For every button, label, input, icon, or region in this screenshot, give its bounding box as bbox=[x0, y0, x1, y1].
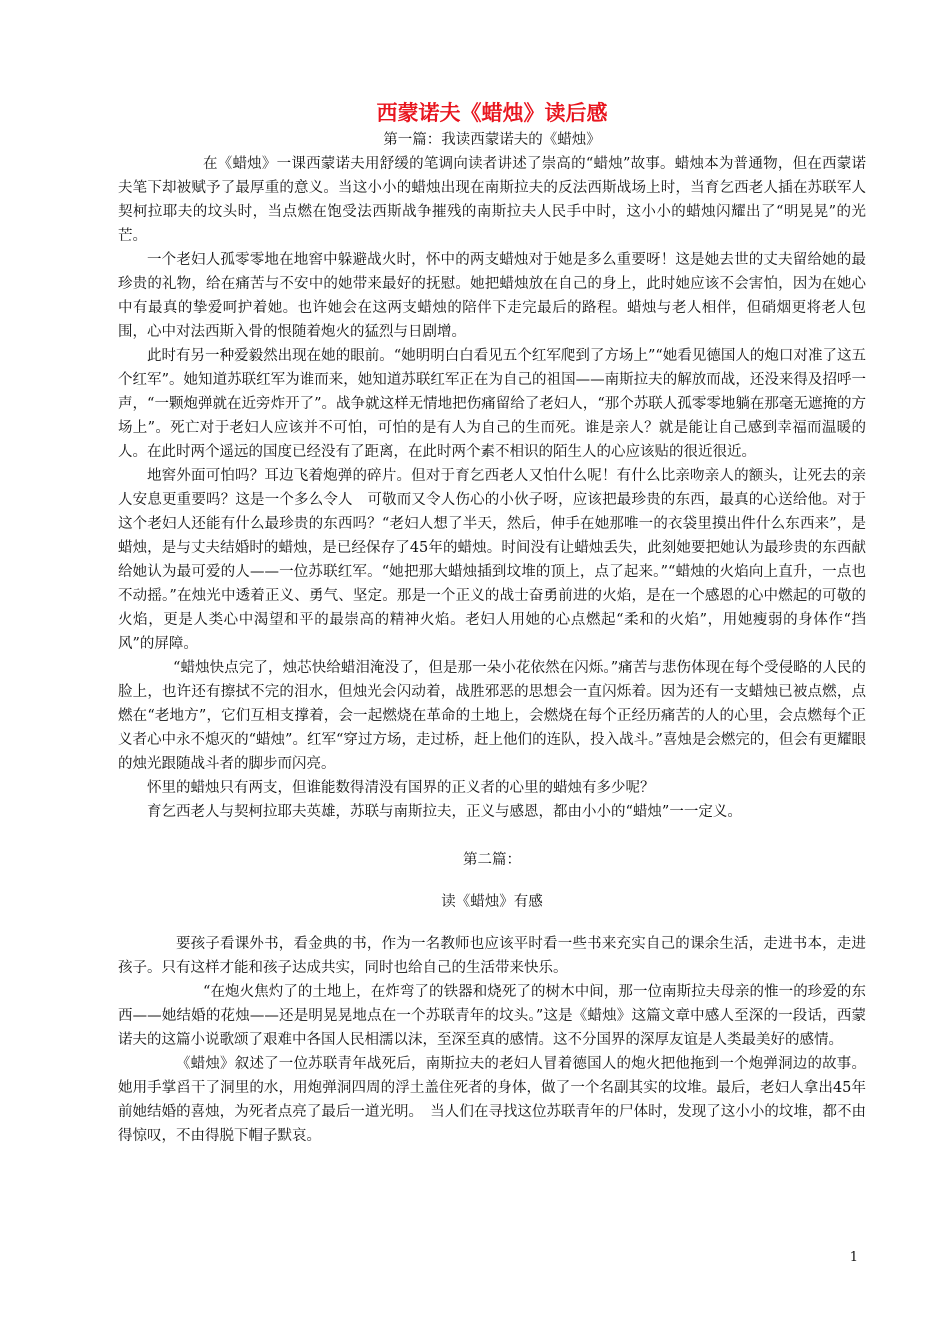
section1-paragraph: 一个老妇人孤零零地在地窖中躲避战火时，怀中的两支蜡烛对于她是多么重要呀！这是她去世的丈夫留给她的最珍贵的礼物，给在痛苦与不安中的她带来最好的抚慰。她把蜡烛放在自己的身上，此时她应该不会害怕，因为在她心中有最真的挚爱呵护着她。也许她会在这两支蜡烛的陪伴下走完最后的路程。蜡烛与老人相伴，但硝烟更将老人包围，心中对法西斯入骨的恨随着炮火的猛烈与日剧增。 bbox=[118, 252, 866, 340]
section2-paragraph: “在炮火焦灼了的土地上，在炸弯了的铁器和烧死了的树木中间，那一位南斯拉夫母亲的惟一的珍爱的东西——她结婚的花烛——还是明晃晃地点在一个苏联青年的坟头。”这是《蜡烛》这篇文章中感人至深的一段话，西蒙诺夫的这篇小说歌颂了艰难中各国人民相濡以沫，至深至真的感情。这不分国界的深厚友谊是人类最美好的感情。 bbox=[118, 984, 866, 1048]
section2-heading: 第二篇： bbox=[463, 852, 521, 868]
section1-paragraph: 此时有另一种爱毅然出现在她的眼前。“她明明白白看见五个红军爬到了方场上”“她看见德国人的炮口对准了这五个红军”。她知道苏联红军为谁而来，她知道苏联红军正在为自己的祖国——南斯拉夫的解放而战，还没来得及招呼一声，“一颗炮弹就在近旁炸开了”。战争就这样无情地把伤痛留给了老妇人，“那个苏联人孤零零地躺在那毫无遮掩的方场上”。死亡对于老妇人应该并不可怕，可怕的是有人为自己的生而死。谁是亲人？就是能让自己感到幸福而温暖的人。在此时两个遥远的国度已经没有了距离，在此时两个素不相识的陌生人的心应该贴的很近很近。 bbox=[118, 348, 866, 460]
document-content bbox=[118, 98, 866, 1148]
section1-heading: 第一篇：我读西蒙诺夫的《蜡烛》 bbox=[383, 132, 601, 148]
document-title: 西蒙诺夫《蜡烛》读后感 bbox=[376, 101, 608, 125]
page-number: 1 bbox=[849, 1250, 858, 1265]
section1-paragraph: 怀里的蜡烛只有两支，但谁能数得清没有国界的正义者的心里的蜡烛有多少呢？ bbox=[147, 780, 655, 796]
section2-paragraph: 《蜡烛》叙述了一位苏联青年战死后，南斯拉夫的老妇人冒着德国人的炮火把他拖到一个炮弹洞边的故事。她用手掌舀干了洞里的水，用炮弹洞四周的浮土盖住死者的身体，做了一个名副其实的坟堆。最后，老妇人拿出45年前她结婚的喜烛，为死者点亮了最后一道光明。 当人们在寻找这位苏联青年的尸体时，发现了这小小的坟堆，都不由得惊叹，不由得脱下帽子默哀。 bbox=[118, 1056, 866, 1144]
section2-subheading: 读《蜡烛》有感 bbox=[441, 894, 543, 910]
section2-paragraph: 要孩子看课外书，看金典的书，作为一名教师也应该平时看一些书来充实自己的课余生活，走进书本，走进孩子。只有这样才能和孩子达成共实，同时也给自己的生活带来快乐。 bbox=[118, 936, 866, 976]
section1-paragraph: 在《蜡烛》一课西蒙诺夫用舒缓的笔调向读者讲述了崇高的“蜡烛”故事。蜡烛本为普通物，但在西蒙诺夫笔下却被赋予了最厚重的意义。当这小小的蜡烛出现在南斯拉夫的反法西斯战场上时，当育乞西老人插在苏联军人契柯拉耶夫的坟头时，当点燃在饱受法西斯战争摧残的南斯拉夫人民手中时，这小小的蜡烛闪耀出了“明晃晃”的光芒。 bbox=[118, 156, 866, 244]
section1-paragraph: “蜡烛快点完了，烛芯快给蜡泪淹没了，但是那一朵小花依然在闪烁。”痛苦与悲伤体现在每个受侵略的人民的脸上，也许还有擦拭不完的泪水，但烛光会闪动着，战胜邪恶的思想会一直闪烁着。因为还有一支蜡烛已被点燃，点燃在“老地方”，它们互相支撑着，会一起燃烧在革命的土地上，会燃烧在每个正经历痛苦的人的心里，会点燃每个正义者心中永不熄灭的“蜡烛”。红军“穿过方场，走过桥，赶上他们的连队，投入战斗。”喜烛是会燃完的，但会有更耀眼的烛光跟随战斗者的脚步而闪亮。 bbox=[118, 660, 866, 772]
section1-paragraph: 地窖外面可怕吗？耳边飞着炮弹的碎片。但对于育乞西老人又怕什么呢！有什么比亲吻亲人的额头，让死去的亲人安息更重要吗？这是一个多么令人 可敬而又令人伤心的小伙子呀，应该把最珍贵的东西，最真的心送给他。对于这个老妇人还能有什么最珍贵的东西吗？“老妇人想了半天，然后，伸手在她那唯一的衣袋里摸出件什么东西来”，是蜡烛，是与丈夫结婚时的蜡烛，是已经保存了45年的蜡烛。时间没有让蜡烛丢失，此刻她要把她认为最珍贵的东西献给她认为最可爱的人——一位苏联红军。“她把那大蜡烛插到坟堆的顶上，点了起来。”“蜡烛的火焰向上直升，一点也不动摇。”在烛光中透着正义、勇气、坚定。那是一个正义的战士奋勇前进的火焰，是在一个感恩的心中燃起的可敬的火焰，更是人类心中渴望和平的最崇高的精神火焰。老妇人用她的心点燃起“柔和的火焰”，用她瘦弱的身体作“挡风”的屏障。 bbox=[118, 468, 866, 652]
section1-paragraph: 育乞西老人与契柯拉耶夫英雄，苏联与南斯拉夫，正义与感恩，都由小小的“蜡烛”一一定义。 bbox=[147, 804, 742, 820]
